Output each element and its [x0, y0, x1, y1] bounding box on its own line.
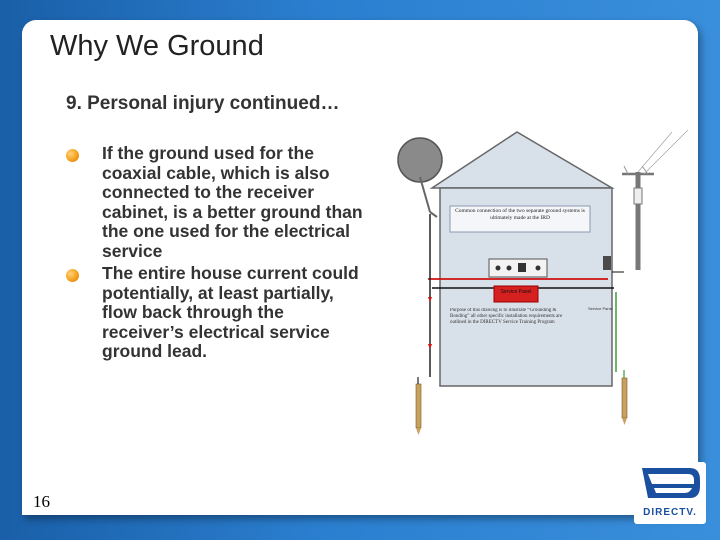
- purpose-note: Purpose of this drawing is to illustrate “Grounding & Bonding” all other specific installation requirements are outlined in the DIRECTV Service Training Program: [450, 308, 563, 326]
- red-label: Service Panel: [500, 289, 532, 295]
- house-roof: [432, 132, 612, 188]
- bullet-text: The entire house current could potentially, at least partially, flow back through the receiver’s electrical service ground lead.: [102, 263, 359, 361]
- page-title: Why We Ground: [50, 30, 264, 62]
- bullet-text: If the ground used for the coaxial cable, which is also connected to the receiver cabinet, is a better ground than the one used for the electrical service: [102, 143, 363, 261]
- page-number: 16: [33, 492, 50, 511]
- logo-text: DIRECTV.: [643, 507, 697, 518]
- bullet-item: [66, 264, 366, 362]
- service-meter: [603, 256, 611, 270]
- bullet-item: [66, 144, 366, 261]
- ground-rod-left: [416, 377, 421, 435]
- directv-logo: [634, 462, 706, 524]
- bullet-dot-icon: [66, 269, 79, 282]
- ground-rod-right: [622, 370, 627, 425]
- satellite-dish-icon: [398, 138, 442, 217]
- utility-pole-icon: [622, 130, 688, 270]
- directv-logo-icon: [634, 462, 706, 508]
- top-note: Common connection of the two separate ground systems is ultimately made at the IRD: [455, 208, 585, 221]
- grounding-diagram: [392, 122, 692, 437]
- slide-subtitle: 9. Personal injury continued…: [66, 93, 340, 114]
- bullet-dot-icon: [66, 149, 79, 162]
- meter-label: Service Panel: [588, 306, 613, 311]
- bullet-list: [66, 144, 366, 365]
